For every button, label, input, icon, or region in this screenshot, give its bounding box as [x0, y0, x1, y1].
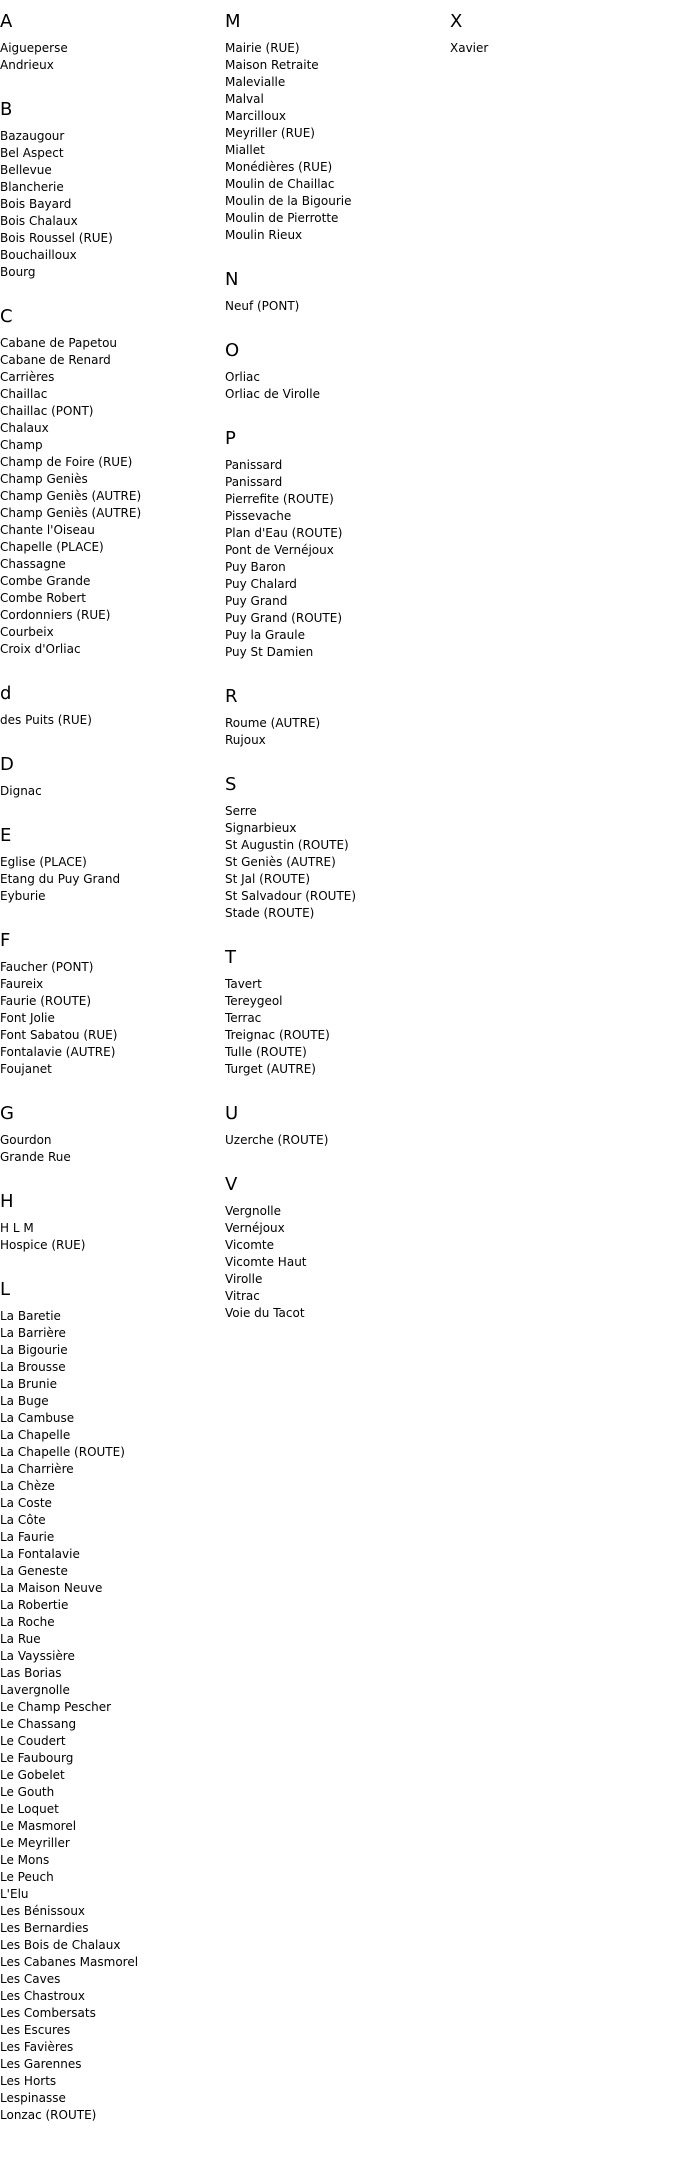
group-spacer — [225, 1078, 445, 1092]
street-entry-link[interactable]: Le Loquet — [0, 1802, 59, 1816]
street-entry-link[interactable]: La Faurie — [0, 1530, 55, 1544]
street-entry-link[interactable]: Neuf (PONT) — [225, 299, 300, 313]
street-entry-link[interactable]: Puy la Graule — [225, 628, 305, 642]
street-entry-link[interactable]: Puy Grand — [225, 594, 288, 608]
street-entry-link[interactable]: Font Sabatou (RUE) — [0, 1028, 118, 1042]
letter-group — [0, 1190, 220, 1268]
index-column-3 — [450, 0, 670, 71]
entry-list — [0, 1220, 220, 1254]
entry-list — [225, 976, 445, 1078]
letter-group — [0, 753, 220, 814]
street-entry-link[interactable]: Stade (ROUTE) — [225, 906, 315, 920]
entry-list — [225, 40, 445, 244]
letter-group — [0, 10, 220, 88]
entry-list — [225, 1132, 445, 1149]
street-entry-link[interactable]: Le Chassang — [0, 1717, 77, 1731]
street-entry-link[interactable]: Chaillac (PONT) — [0, 404, 94, 418]
street-entry-link[interactable]: Carrières — [0, 370, 55, 384]
street-entry-link[interactable]: Hospice (RUE) — [0, 1238, 86, 1252]
entry-list — [0, 959, 220, 1078]
letter-heading: R — [225, 686, 238, 707]
street-entry-link[interactable]: Champ — [0, 438, 43, 452]
street-entry-link[interactable]: La Fontalavie — [0, 1547, 80, 1561]
group-spacer — [0, 1166, 220, 1180]
letter-heading: E — [0, 825, 12, 846]
street-entry-link[interactable]: Les Bois de Chalaux — [0, 1938, 121, 1952]
street-entry-link[interactable]: Les Caves — [0, 1972, 61, 1986]
street-entry-link[interactable]: Champ Geniès (AUTRE) — [0, 506, 142, 520]
letter-group — [0, 305, 220, 672]
street-entry-link[interactable]: Bazaugour — [0, 129, 65, 143]
street-entry-link[interactable]: Les Chastroux — [0, 1989, 85, 2003]
street-entry-link[interactable]: Bois Chalaux — [0, 214, 78, 228]
group-spacer — [0, 729, 220, 743]
letter-group — [0, 1278, 220, 2138]
letter-group — [0, 682, 220, 743]
entry-list — [225, 457, 445, 661]
group-spacer — [0, 74, 220, 88]
street-entry-link[interactable]: Las Borias — [0, 1666, 62, 1680]
street-entry-link[interactable]: H L M — [0, 1221, 34, 1235]
letter-heading: P — [225, 428, 236, 449]
street-entry-link[interactable]: Signarbieux — [225, 821, 297, 835]
street-entry-link[interactable]: Bourg — [0, 265, 36, 279]
letter-group — [225, 685, 445, 763]
street-entry-link[interactable]: Eyburie — [0, 889, 46, 903]
street-entry-link[interactable]: Les Bernardies — [0, 1921, 89, 1935]
street-entry-link[interactable]: Miallet — [225, 143, 265, 157]
street-entry-link[interactable]: Cabane de Renard — [0, 353, 111, 367]
street-entry-link[interactable]: Pissevache — [225, 509, 292, 523]
street-entry-link[interactable]: La Charrière — [0, 1462, 74, 1476]
street-entry-link[interactable]: La Coste — [0, 1496, 52, 1510]
street-entry-link[interactable]: Uzerche (ROUTE) — [225, 1133, 329, 1147]
index-column-1 — [0, 0, 220, 2138]
street-entry-link[interactable]: Le Mons — [0, 1853, 50, 1867]
letter-heading: C — [0, 306, 13, 327]
street-entry-link[interactable]: La Bigourie — [0, 1343, 68, 1357]
street-entry-link[interactable]: Eglise (PLACE) — [0, 855, 87, 869]
street-entry-link[interactable]: La Brousse — [0, 1360, 66, 1374]
street-entry-link[interactable]: Les Bénissoux — [0, 1904, 86, 1918]
letter-group — [225, 1102, 445, 1163]
group-spacer — [0, 658, 220, 672]
street-entry-link[interactable]: Pont de Vernéjoux — [225, 543, 334, 557]
entry-list — [225, 298, 445, 315]
letter-group — [0, 824, 220, 919]
group-spacer — [225, 403, 445, 417]
street-entry-link[interactable]: Le Peuch — [0, 1870, 54, 1884]
entry-list — [225, 803, 445, 922]
street-entry-link[interactable]: Moulin de la Bigourie — [225, 194, 352, 208]
entry-list — [0, 783, 220, 800]
street-entry-link[interactable]: Vicomte Haut — [225, 1255, 307, 1269]
letter-group — [0, 1102, 220, 1180]
group-spacer — [225, 749, 445, 763]
street-entry-link[interactable]: St Salvadour (ROUTE) — [225, 889, 357, 903]
street-entry-link[interactable]: Les Escures — [0, 2023, 71, 2037]
entry-list — [225, 715, 445, 749]
street-entry-link[interactable]: Terrac — [225, 1011, 262, 1025]
letter-group — [225, 268, 445, 329]
street-entry-link[interactable]: La Roche — [0, 1615, 55, 1629]
street-entry-link[interactable]: Bellevue — [0, 163, 52, 177]
street-entry-link[interactable]: Faureix — [0, 977, 44, 991]
letter-heading: M — [225, 11, 241, 32]
street-entry-link[interactable]: L'Elu — [0, 1887, 29, 1901]
group-spacer — [225, 244, 445, 258]
street-entry-link[interactable]: Panissard — [225, 475, 283, 489]
street-entry-link[interactable]: Malevialle — [225, 75, 286, 89]
street-entry-link[interactable]: Etang du Puy Grand — [0, 872, 121, 886]
group-spacer — [225, 661, 445, 675]
street-entry-link[interactable]: Tavert — [225, 977, 262, 991]
letter-heading: S — [225, 774, 237, 795]
street-entry-link[interactable]: Tereygeol — [225, 994, 283, 1008]
street-entry-link[interactable]: Serre — [225, 804, 257, 818]
street-entry-link[interactable]: La Geneste — [0, 1564, 68, 1578]
street-entry-link[interactable]: Croix d'Orliac — [0, 642, 81, 656]
street-entry-link[interactable]: Chaillac — [0, 387, 48, 401]
street-entry-link[interactable]: Plan d'Eau (ROUTE) — [225, 526, 343, 540]
street-entry-link[interactable]: Grande Rue — [0, 1150, 71, 1164]
street-entry-link[interactable]: Moulin de Chaillac — [225, 177, 335, 191]
street-entry-link[interactable]: Fontalavie (AUTRE) — [0, 1045, 116, 1059]
street-entry-link[interactable]: Panissard — [225, 458, 283, 472]
letter-group — [225, 773, 445, 936]
street-entry-link[interactable]: Faucher (PONT) — [0, 960, 94, 974]
street-entry-link[interactable]: Font Jolie — [0, 1011, 55, 1025]
letter-heading: D — [0, 754, 14, 775]
entry-list — [0, 40, 220, 74]
street-entry-link[interactable]: Vicomte — [225, 1238, 274, 1252]
street-entry-link[interactable]: Gourdon — [0, 1133, 52, 1147]
street-entry-link[interactable]: Roume (AUTRE) — [225, 716, 321, 730]
street-entry-link[interactable]: Orliac — [225, 370, 260, 384]
street-entry-link[interactable]: Meyriller (RUE) — [225, 126, 315, 140]
street-entry-link[interactable]: Les Cabanes Masmorel — [0, 1955, 139, 1969]
street-entry-link[interactable]: La Robertie — [0, 1598, 69, 1612]
group-spacer — [0, 800, 220, 814]
street-entry-link[interactable]: Combe Grande — [0, 574, 91, 588]
street-entry-link[interactable]: Bois Bayard — [0, 197, 72, 211]
street-entry-link[interactable]: Cabane de Papetou — [0, 336, 118, 350]
letter-heading: X — [450, 11, 463, 32]
entry-list — [0, 335, 220, 658]
street-entry-link[interactable]: Bel Aspect — [0, 146, 64, 160]
letter-heading: F — [0, 930, 11, 951]
group-spacer — [0, 281, 220, 295]
letter-group — [225, 427, 445, 675]
street-entry-link[interactable]: Chapelle (PLACE) — [0, 540, 104, 554]
street-entry-link[interactable]: St Jal (ROUTE) — [225, 872, 311, 886]
street-entry-link[interactable]: Le Champ Pescher — [0, 1700, 112, 1714]
street-entry-link[interactable]: Le Faubourg — [0, 1751, 74, 1765]
letter-group — [450, 10, 670, 71]
letter-heading: L — [0, 1279, 11, 1300]
street-entry-link[interactable]: Lavergnolle — [0, 1683, 70, 1697]
letter-heading: B — [0, 99, 13, 120]
index-column-2 — [225, 0, 445, 1336]
street-entry-link[interactable]: Les Favières — [0, 2040, 74, 2054]
street-entry-link[interactable]: Les Garennes — [0, 2057, 82, 2071]
entry-list — [225, 369, 445, 403]
street-entry-link[interactable]: Chante l'Oiseau — [0, 523, 95, 537]
group-spacer — [450, 57, 670, 71]
street-entry-link[interactable]: Vergnolle — [225, 1204, 281, 1218]
street-entry-link[interactable]: Blancherie — [0, 180, 64, 194]
letter-group — [225, 10, 445, 258]
street-entry-link[interactable]: La Rue — [0, 1632, 41, 1646]
letter-group — [225, 946, 445, 1092]
letter-heading: H — [0, 1191, 14, 1212]
letter-group — [0, 929, 220, 1092]
street-entry-link[interactable]: La Maison Neuve — [0, 1581, 103, 1595]
letter-heading: d — [0, 683, 12, 704]
street-entry-link[interactable]: Orliac de Virolle — [225, 387, 320, 401]
street-entry-link[interactable]: Bouchailloux — [0, 248, 77, 262]
group-spacer — [225, 1149, 445, 1163]
street-entry-link[interactable]: La Côte — [0, 1513, 46, 1527]
street-entry-link[interactable]: Xavier — [450, 41, 489, 55]
street-entry-link[interactable]: Moulin de Pierrotte — [225, 211, 339, 225]
street-entry-link[interactable]: Courbeix — [0, 625, 54, 639]
letter-heading: U — [225, 1103, 239, 1124]
street-entry-link[interactable]: Puy Baron — [225, 560, 286, 574]
letter-heading: A — [0, 11, 13, 32]
street-entry-link[interactable]: Aigueperse — [0, 41, 68, 55]
street-entry-link[interactable]: La Baretie — [0, 1309, 61, 1323]
street-entry-link[interactable]: Combe Robert — [0, 591, 87, 605]
street-entry-link[interactable]: Chalaux — [0, 421, 49, 435]
entry-list — [225, 1203, 445, 1322]
street-entry-link[interactable]: Champ Geniès (AUTRE) — [0, 489, 142, 503]
group-spacer — [225, 315, 445, 329]
street-entry-link[interactable]: Pierrefite (ROUTE) — [225, 492, 334, 506]
street-entry-link[interactable]: Monédières (RUE) — [225, 160, 333, 174]
street-entry-link[interactable]: des Puits (RUE) — [0, 713, 92, 727]
street-entry-link[interactable]: Malval — [225, 92, 264, 106]
street-entry-link[interactable]: Vitrac — [225, 1289, 260, 1303]
street-entry-link[interactable]: Champ de Foire (RUE) — [0, 455, 133, 469]
street-entry-link[interactable]: La Brunie — [0, 1377, 57, 1391]
letter-heading: T — [225, 947, 236, 968]
letter-heading: O — [225, 340, 240, 361]
entry-list — [450, 40, 670, 57]
street-entry-link[interactable]: Virolle — [225, 1272, 263, 1286]
group-spacer — [225, 922, 445, 936]
entry-list — [0, 1132, 220, 1166]
street-entry-link[interactable]: La Chèze — [0, 1479, 55, 1493]
letter-heading: G — [0, 1103, 14, 1124]
street-entry-link[interactable]: Tulle (ROUTE) — [225, 1045, 307, 1059]
letter-group — [225, 339, 445, 417]
street-entry-link[interactable]: Faurie (ROUTE) — [0, 994, 92, 1008]
letter-heading: N — [225, 269, 239, 290]
street-entry-link[interactable]: Le Meyriller — [0, 1836, 70, 1850]
street-entry-link[interactable]: Puy Grand (ROUTE) — [225, 611, 343, 625]
letter-heading: V — [225, 1174, 238, 1195]
street-entry-link[interactable]: La Chapelle (ROUTE) — [0, 1445, 125, 1459]
entry-list — [0, 854, 220, 905]
street-entry-link[interactable]: Champ Geniès — [0, 472, 88, 486]
group-spacer — [225, 1322, 445, 1336]
street-entry-link[interactable]: Puy Chalard — [225, 577, 297, 591]
street-entry-link[interactable]: Vernéjoux — [225, 1221, 285, 1235]
street-entry-link[interactable]: Treignac (ROUTE) — [225, 1028, 330, 1042]
street-entry-link[interactable]: La Chapelle — [0, 1428, 71, 1442]
street-entry-link[interactable]: Le Gouth — [0, 1785, 55, 1799]
entry-list — [0, 128, 220, 281]
street-entry-link[interactable]: La Cambuse — [0, 1411, 75, 1425]
street-entry-link[interactable]: Les Horts — [0, 2074, 57, 2088]
street-entry-link[interactable]: Mairie (RUE) — [225, 41, 300, 55]
group-spacer — [0, 1078, 220, 1092]
street-entry-link[interactable]: Rujoux — [225, 733, 266, 747]
street-entry-link[interactable]: Cordonniers (RUE) — [0, 608, 111, 622]
letter-group — [0, 98, 220, 295]
street-entry-link[interactable]: Maison Retraite — [225, 58, 319, 72]
street-entry-link[interactable]: Moulin Rieux — [225, 228, 303, 242]
group-spacer — [0, 1254, 220, 1268]
street-entry-link[interactable]: Puy St Damien — [225, 645, 314, 659]
street-entry-link[interactable]: Turget (AUTRE) — [225, 1062, 316, 1076]
street-entry-link[interactable]: Le Coudert — [0, 1734, 66, 1748]
group-spacer — [0, 905, 220, 919]
street-entry-link[interactable]: Voie du Tacot — [225, 1306, 305, 1320]
entry-list — [0, 712, 220, 729]
street-entry-link[interactable]: La Barrière — [0, 1326, 66, 1340]
street-entry-link[interactable]: Les Combersats — [0, 2006, 96, 2020]
street-entry-link[interactable]: Lespinasse — [0, 2091, 66, 2105]
street-entry-link[interactable]: Lonzac (ROUTE) — [0, 2108, 97, 2122]
street-entry-link[interactable]: Andrieux — [0, 58, 54, 72]
entry-list — [0, 1308, 220, 2124]
street-entry-link[interactable]: Le Gobelet — [0, 1768, 65, 1782]
street-entry-link[interactable]: Foujanet — [0, 1062, 52, 1076]
street-entry-link[interactable]: La Buge — [0, 1394, 49, 1408]
street-entry-link[interactable]: Bois Roussel (RUE) — [0, 231, 113, 245]
street-entry-link[interactable]: Le Masmorel — [0, 1819, 77, 1833]
street-entry-link[interactable]: La Vayssière — [0, 1649, 75, 1663]
street-entry-link[interactable]: Chassagne — [0, 557, 66, 571]
street-entry-link[interactable]: Dignac — [0, 784, 42, 798]
street-entry-link[interactable]: St Geniès (AUTRE) — [225, 855, 336, 869]
group-spacer — [0, 2124, 220, 2138]
street-entry-link[interactable]: St Augustin (ROUTE) — [225, 838, 349, 852]
street-entry-link[interactable]: Marcilloux — [225, 109, 287, 123]
letter-group — [225, 1173, 445, 1336]
